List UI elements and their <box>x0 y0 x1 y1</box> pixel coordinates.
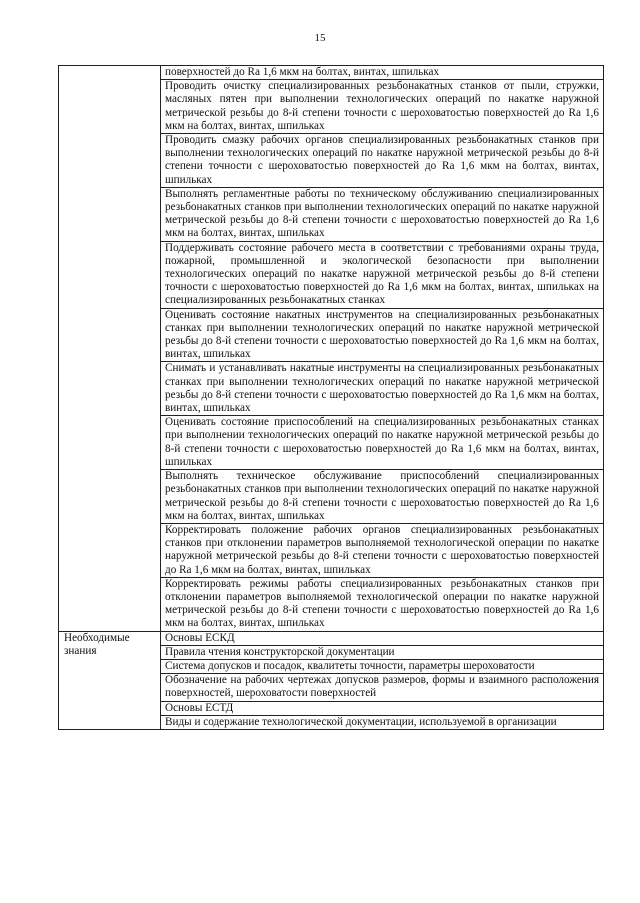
knowledge-item: Виды и содержание технологической документации, используемой в организации <box>161 715 604 729</box>
page-number: 15 <box>314 32 326 44</box>
requirements-table <box>58 65 604 730</box>
skill-item: Выполнять техническое обслуживание приспособлений специализированных резьбонакатных станков при выполнении технологических операций по накатке наружной метрической резьбы до 8-й степени точности с шероховатостью поверхностей до Ra 1,6 мкм на болтах, винтах, шпильках <box>161 470 604 524</box>
skill-item: Снимать и устанавливать накатные инструменты на специализированных резьбонакатных станках при выполнении технологических операций по накатке наружной метрической резьбы до 8-й степени точности с шероховатостью поверхностей до Ra 1,6 мкм на болтах, винтах, шпильках <box>161 362 604 416</box>
skill-item: Проводить очистку специализированных резьбонакатных станков от пыли, стружки, масляных пятен при выполнении технологических операций по накатке наружной метрической резьбы до 8-й степени точности с шероховатостью поверхностей до Ra 1,6 мкм на болтах, винтах, шпильках <box>161 80 604 134</box>
skill-item: Поддерживать состояние рабочего места в соответствии с требованиями охраны труда, пожарной, промышленной и экологической безопасности при выполнении технологических операций по накатке наружной метрической резьбы до 8-й степени точности с шероховатостью поверхностей до Ra 1,6 мкм на болтах, винтах, шпильках на специализированных резьбонакатных станках <box>161 241 604 308</box>
skill-item: Проводить смазку рабочих органов специализированных резьбонакатных станков при выполнении технологических операций по накатке наружной метрической резьбы до 8-й степени точности с шероховатостью поверхностей до Ra 1,6 мкм на болтах, винтах, шпильках <box>161 134 604 188</box>
knowledge-item: Основы ЕСТД <box>161 701 604 715</box>
skill-item: Корректировать положение рабочих органов специализированных резьбонакатных станков при отклонении параметров выполняемой технологической операции по накатке наружной метрической резьбы до 8-й степени точности с шероховатостью поверхностей до Ra 1,6 мкм на болтах, винтах, шпильках <box>161 523 604 577</box>
skill-item: поверхностей до Ra 1,6 мкм на болтах, винтах, шпильках <box>161 66 604 80</box>
knowledge-item: Основы ЕСКД <box>161 631 604 645</box>
table-row <box>59 631 604 645</box>
skill-item: Выполнять регламентные работы по техническому обслуживанию специализированных резьбонакатных станков при выполнении технологических операций по накатке наружной метрической резьбы до 8-й степени точности с шероховатостью поверхностей до Ra 1,6 мкм на болтах, винтах, шпильках <box>161 187 604 241</box>
skill-item: Оценивать состояние накатных инструментов на специализированных резьбонакатных станках при выполнении технологических операций по накатке наружной метрической резьбы до 8-й степени точности с шероховатостью поверхностей до Ra 1,6 мкм на болтах, винтах, шпильках <box>161 308 604 362</box>
skill-item: Корректировать режимы работы специализированных резьбонакатных станков при отклонении параметров выполняемой технологической операции по накатке наружной метрической резьбы до 8-й степени точности с шероховатостью поверхностей до Ra 1,6 мкм на болтах, винтах, шпильках <box>161 577 604 631</box>
knowledge-label: Необходимые знания <box>59 631 161 729</box>
skill-item: Оценивать состояние приспособлений на специализированных резьбонакатных станках при выполнении технологических операций по накатке наружной метрической резьбы до 8-й степени точности с шероховатостью поверхностей до Ra 1,6 мкм на болтах, винтах, шпильках <box>161 416 604 470</box>
table-row <box>59 66 604 80</box>
knowledge-item: Правила чтения конструкторской документации <box>161 645 604 659</box>
knowledge-item: Система допусков и посадок, квалитеты точности, параметры шероховатости <box>161 659 604 673</box>
skills-label-cell <box>59 66 161 632</box>
knowledge-item: Обозначение на рабочих чертежах допусков размеров, формы и взаимного расположения поверхностей, шероховатости поверхностей <box>161 674 604 701</box>
